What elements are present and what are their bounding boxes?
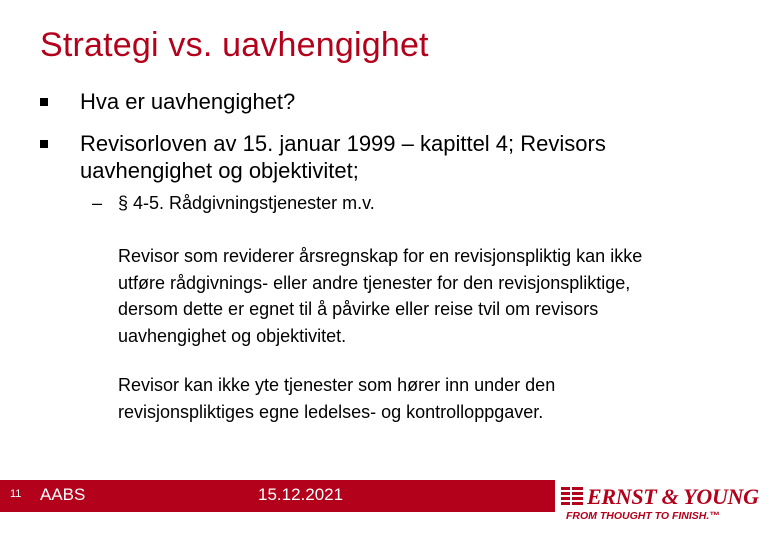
bullet-square-icon bbox=[40, 98, 48, 106]
footer-date: 15.12.2021 bbox=[258, 485, 344, 504]
paragraph-line: dersom dette er egnet til å påvirke eller reise tvil om revisors bbox=[118, 299, 599, 319]
body-paragraph bbox=[118, 243, 738, 349]
bullet-line: Revisorloven av 15. januar 1999 – kapittel 4; Revisors bbox=[80, 131, 606, 156]
logo-tagline: FROM THOUGHT TO FINISH.™ bbox=[566, 510, 720, 522]
bullet-item bbox=[80, 130, 606, 184]
footer-bar bbox=[0, 480, 780, 512]
slide-footer bbox=[0, 480, 780, 540]
bullet-line: uavhengighet og objektivitet; bbox=[80, 158, 359, 183]
logo-mark-icon bbox=[561, 487, 583, 505]
logo-text: ERNST & YOUNG bbox=[587, 484, 759, 509]
company-logo bbox=[555, 480, 780, 512]
body-paragraph bbox=[118, 372, 738, 425]
paragraph-line: utføre rådgivnings- eller andre tjenester for den revisjonspliktige, bbox=[118, 272, 631, 293]
bullet-line: Hva er uavhengighet? bbox=[80, 89, 296, 114]
footer-label: AABS bbox=[40, 485, 86, 504]
bullet-square-icon bbox=[40, 140, 48, 148]
slide-title: Strategi vs. uavhengighet bbox=[40, 26, 429, 64]
slide-number: 11 bbox=[10, 488, 22, 500]
sub-bullet-text: § 4-5. Rådgivningstjenester m.v. bbox=[118, 193, 375, 213]
paragraph-line: Revisor som reviderer årsregnskap for en revisjonspliktig kan ikke bbox=[118, 246, 643, 266]
sub-bullet-dash: – bbox=[92, 193, 103, 213]
paragraph-line: uavhengighet og objektivitet. bbox=[118, 325, 347, 346]
paragraph-line: revisjonspliktiges egne ledelses- og kontrolloppgaver. bbox=[118, 401, 544, 422]
bullet-item bbox=[80, 88, 295, 115]
paragraph-line: Revisor kan ikke yte tjenester som hører inn under den bbox=[118, 375, 556, 395]
